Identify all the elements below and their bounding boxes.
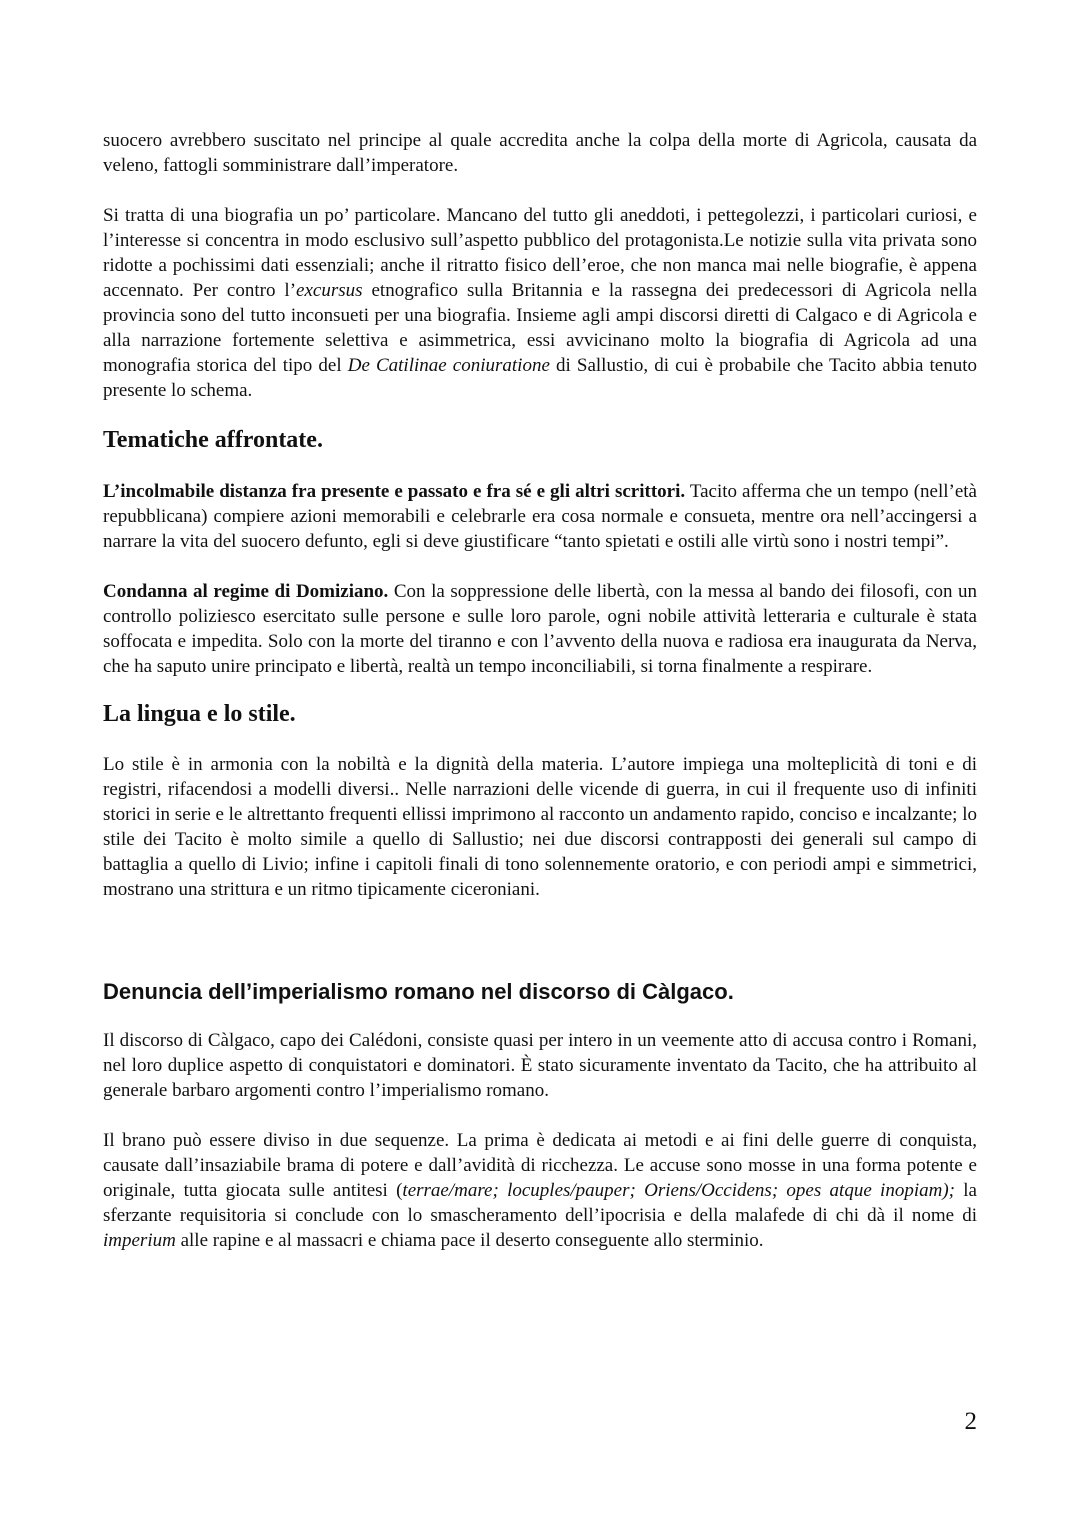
paragraph-domiziano: Condanna al regime di Domiziano. Con la soppressione delle libertà, con la messa al bando dei filosofi, con un controllo poliziesco esercitato sulle persone e sulle loro parole, ogni nobile attività letteraria e culturale è stata soffocata e impedita. Solo con la morte del tiranno e con l’avvento della nuova e radiosa era inaugurata da Nerva, che ha saputo unire principato e libertà, realtà un tempo inconciliabili, si torna finalmente a respirare. [103,581,978,677]
italic-excursus: excursus [296,280,363,301]
paragraph-discorso-calgaco: Il discorso di Càlgaco, capo dei Calédoni, consiste quasi per intero in un veemente atto di accusa contro i Romani, nel loro duplice aspetto di conquistatori e dominatori. È stato sicuramente inventato da Tacito, che ha attribuito al generale barbaro argomenti contro l’imperialismo romano. [103,1030,977,1101]
heading-lingua-stile: La lingua e lo stile. [103,701,296,727]
italic-work-title: De Catilinae coniuratione [347,355,550,376]
heading-tematiche: Tematiche affrontate. [103,427,323,453]
italic-antitesi: terrae/mare; locuples/pauper; Oriens/Occidens; opes atque inopiam); [402,1180,955,1201]
heading-denuncia: Denuncia dell’imperialismo romano nel discorso di Càlgaco. [103,979,734,1004]
page-number: 2 [964,1408,977,1435]
italic-imperium: imperium [103,1230,176,1251]
bold-lead-distanza: L’incolmabile distanza fra presente e passato e fra sé e gli altri scrittori. [103,481,686,502]
bold-lead-domiziano: Condanna al regime di Domiziano. [103,581,389,602]
paragraph-biography-nature: Si tratta di una biografia un po’ particolare. Mancano del tutto gli aneddoti, i pettegolezzi, i particolari curiosi, e l’interesse si concentra in modo esclusivo sull’aspetto pubblico del protagonista.Le notizie sulla vita privata sono ridotte a pochissimi dati essenziali; anche il ritratto fisico dell’eroe, che non manca mai nelle biografie, è appena accennato. Per contro l’excursus etnografico sulla Britannia e la rassegna dei predecessori di Agricola nella provincia sono del tutto inconsueti per una biografia. Insieme agli ampi discorsi diretti di Calgaco e di Agricola e alla narrazione fortemente selettiva e asimmetrica, essi avvicinano molto la biografia di Agricola ad una monografia storica del tipo del De Catilinae coniuratione di Sallustio, di cui è probabile che Tacito abbia tenuto presente lo schema. [103,205,978,401]
paragraph-brano-sequenze: Il brano può essere diviso in due sequenze. La prima è dedicata ai metodi e ai fini delle guerre di conquista, causate dall’insaziabile brama di potere e dall’avidità di ricchezza. Le accuse sono mosse in una forma potente e originale, tutta giocata sulle antitesi (terrae/mare; locuples/pauper; Oriens/Occidens; opes atque inopiam); la sferzante requisitoria si conclude con lo smascheramento dell’ipocrisia e della malafede di chi dà il nome di imperium alle rapine e al massacri e chiama pace il deserto conseguente allo sterminio. [103,1130,977,1251]
paragraph-intro-continuation: suocero avrebbero suscitato nel principe al quale accredita anche la colpa della morte di Agricola, causata da veleno, fattogli somministrare dall’imperatore. [103,130,977,176]
document-page [103,128,977,1253]
paragraph-stile: Lo stile è in armonia con la nobiltà e la dignità della materia. L’autore impiega una molteplicità di toni e di registri, rifacendosi a modelli diversi.. Nelle narrazioni delle vicende di guerra, in cui il frequente uso di infiniti storici in serie e le altrettanto frequenti ellissi imprimono al racconto un andamento rapido, conciso e incalzante; lo stile dei Tacito è molto simile a quello di Sallustio; nei due discorsi contrapposti dei generali sul campo di battaglia a quello di Livio; infine i capitoli finali di tono solennemente oratorio, e con periodi ampi e simmetrici, mostrano una strittura e un ritmo tipicamente ciceroniani. [103,754,977,900]
paragraph-distanza: L’incolmabile distanza fra presente e passato e fra sé e gli altri scrittori. Tacito afferma che un tempo (nell’età repubblicana) compiere azioni memorabili e celebrarle era cosa normale e consueta, mentre ora nell’accingersi a narrare la vita del suocero defunto, egli si deve giustificare “tanto spietati e ostili alle virtù sono i nostri tempi”. [103,481,977,552]
